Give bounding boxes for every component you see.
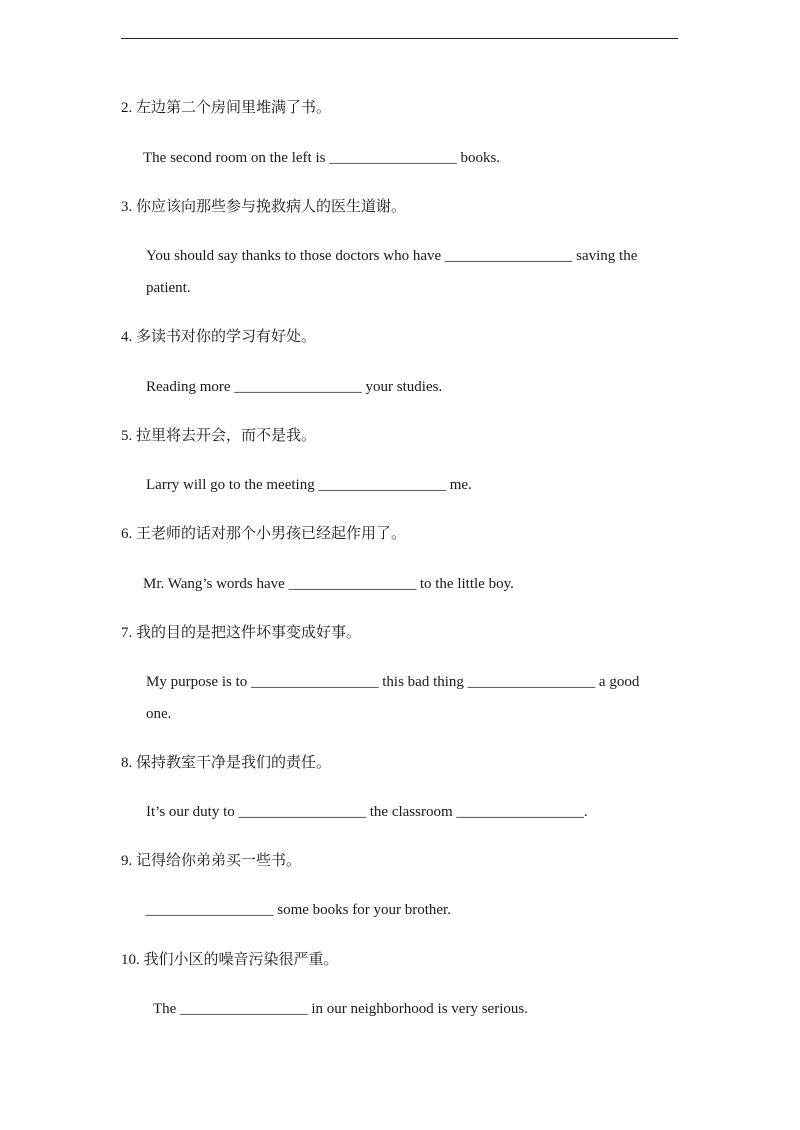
question-2-answer-line-1: The second room on the left is _________________ books.	[143, 150, 501, 166]
question-6-answer-line-1: Mr. Wang’s words have _________________ to the little boy.	[143, 576, 514, 592]
question-2-prompt: 2. 左边第二个房间里堆满了书。	[121, 100, 332, 116]
question-8-answer-line-1: It’s our duty to _________________ the classroom _________________.	[146, 804, 588, 820]
question-5-prompt: 5. 拉里将去开会，而不是我。	[121, 428, 317, 444]
question-10-answer-line-1: The _________________ in our neighborhood is very serious.	[153, 1001, 528, 1017]
question-9-answer-line-1: _________________ some books for your brother.	[146, 902, 451, 918]
header-rule	[121, 38, 678, 39]
question-10-prompt: 10. 我们小区的噪音污染很严重。	[121, 952, 339, 968]
question-8-prompt: 8. 保持教室干净是我们的责任。	[121, 755, 332, 771]
question-7-answer-line-2: one.	[146, 706, 172, 722]
question-6-prompt: 6. 王老师的话对那个小男孩已经起作用了。	[121, 526, 407, 542]
question-4-answer-line-1: Reading more _________________ your studies.	[146, 379, 443, 395]
question-3-answer-line-1: You should say thanks to those doctors who have _________________ saving the	[146, 248, 638, 264]
question-7-answer-line-1: My purpose is to _________________ this bad thing _________________ a good	[146, 674, 640, 690]
question-3-answer-line-2: patient.	[146, 280, 191, 296]
question-5-answer-line-1: Larry will go to the meeting _________________ me.	[146, 477, 472, 493]
question-4-prompt: 4. 多读书对你的学习有好处。	[121, 329, 317, 345]
question-9-prompt: 9. 记得给你弟弟买一些书。	[121, 853, 302, 869]
question-3-prompt: 3. 你应该向那些参与挽救病人的医生道谢。	[121, 199, 407, 215]
question-7-prompt: 7. 我的目的是把这件坏事变成好事。	[121, 625, 362, 641]
